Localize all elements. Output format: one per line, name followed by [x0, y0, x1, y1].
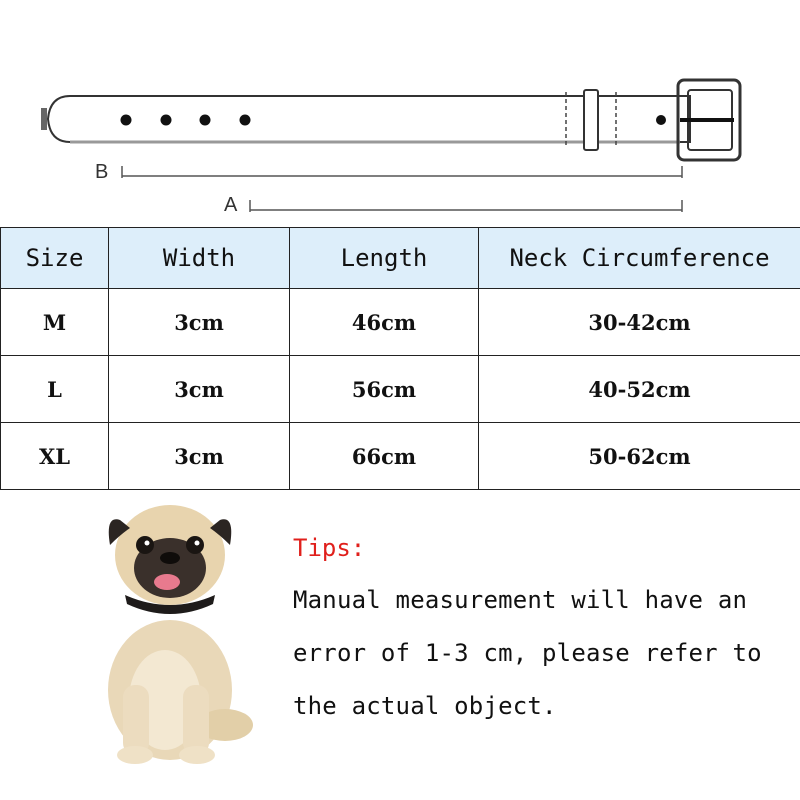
dimension-label-b: B: [95, 161, 109, 183]
cell-size: L: [1, 356, 109, 423]
cell-size: M: [1, 289, 109, 356]
cell-size: XL: [1, 423, 109, 490]
tips-line-1: Manual measurement will have an: [293, 586, 748, 614]
table-row: [1, 289, 800, 356]
table-row: [1, 356, 800, 423]
header-size: Size: [1, 228, 109, 289]
cell-width: 3cm: [109, 289, 290, 356]
tips-line-2: error of 1-3 cm, please refer to: [293, 639, 762, 667]
collar-hole: [121, 115, 132, 126]
cell-length: 56cm: [290, 356, 479, 423]
header-neck-circumference: Neck Circumference: [479, 228, 800, 289]
cell-length: 46cm: [290, 289, 479, 356]
header-length: Length: [290, 228, 479, 289]
pug-dog-illustration: [85, 500, 265, 770]
collar-hole: [240, 115, 251, 126]
collar-diagram: [0, 0, 800, 225]
header-width: Width: [109, 228, 290, 289]
table-row: [1, 423, 800, 490]
cell-neck: 50-62cm: [479, 423, 800, 490]
tips-title: Tips:: [293, 534, 366, 562]
size-table: [0, 227, 800, 490]
collar-outline: [0, 0, 800, 225]
dimension-label-a: A: [224, 194, 238, 216]
collar-hole: [656, 115, 666, 125]
cell-width: 3cm: [109, 423, 290, 490]
cell-length: 66cm: [290, 423, 479, 490]
tips-line-3: the actual object.: [293, 692, 557, 720]
collar-hole: [161, 115, 172, 126]
tips-section: [293, 533, 793, 744]
cell-width: 3cm: [109, 356, 290, 423]
table-header-row: [1, 228, 800, 289]
cell-neck: 30-42cm: [479, 289, 800, 356]
collar-hole: [200, 115, 211, 126]
cell-neck: 40-52cm: [479, 356, 800, 423]
